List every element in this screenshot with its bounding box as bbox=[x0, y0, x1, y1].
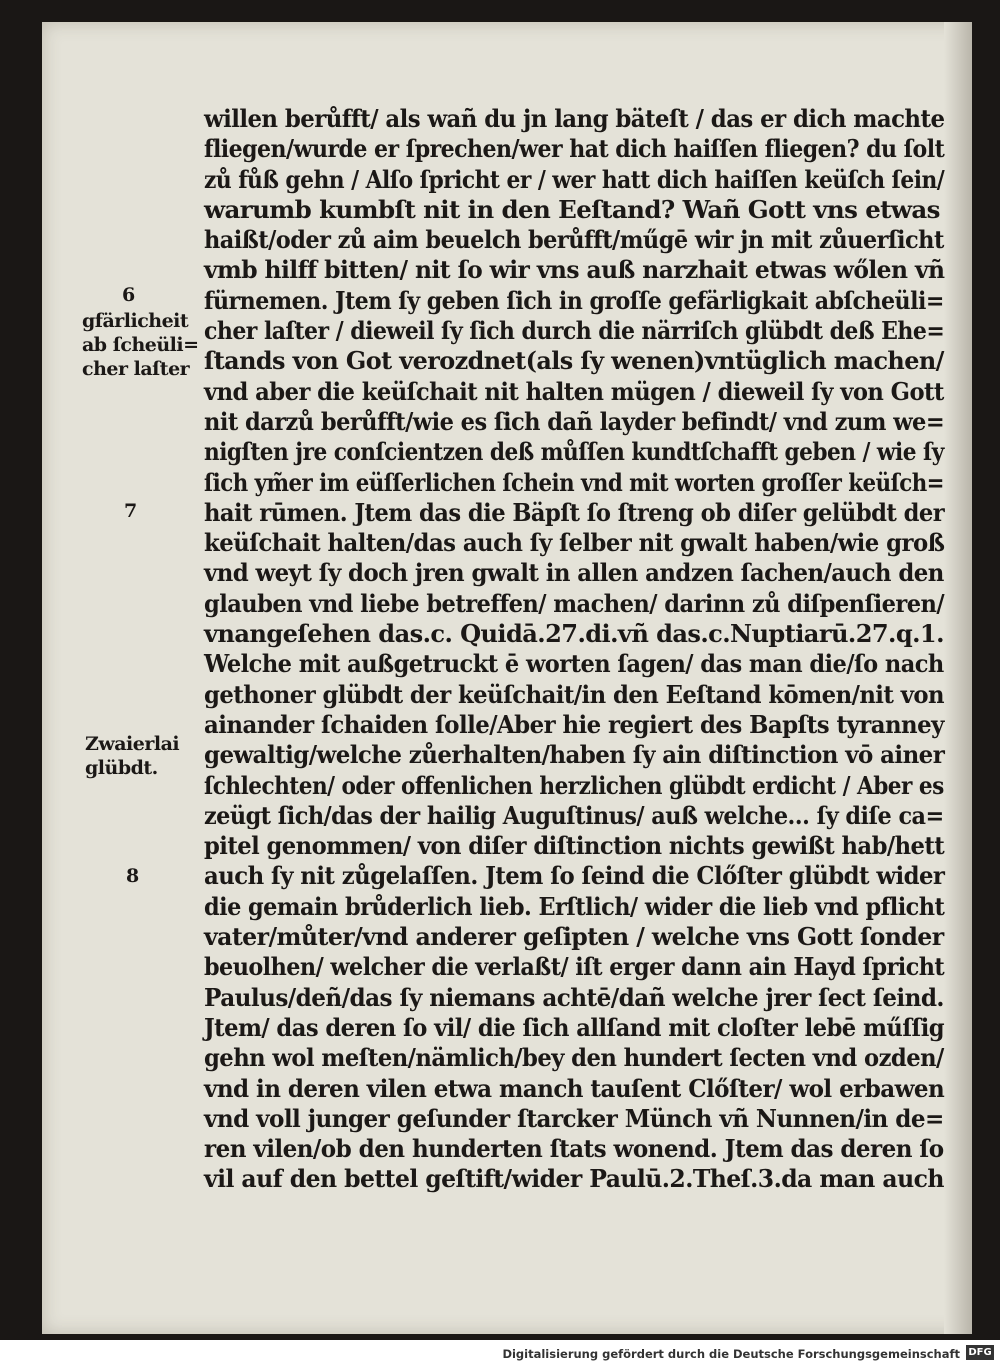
text-line: gewaltig/welche zůerhalten/haben ſy ain diſtinction vō ainer bbox=[204, 740, 945, 770]
text-line: Paulus/deñ/das ſy niemans achtē/dañ welche jrer ſect ſeind. bbox=[204, 982, 944, 1012]
text-line: fürnemen. Jtem ſy geben ſich in groſſe gefärligkait abſcheüli= bbox=[204, 285, 944, 315]
text-line: ren vilen/ob den hunderten ſtats wonend. Jtem das deren ſo bbox=[204, 1134, 944, 1164]
margin-note-dangers bbox=[82, 309, 199, 381]
text-line: Jtem/ das deren ſo vil/ die ſich allſand mit cloſter lebē műſſig bbox=[204, 1012, 945, 1042]
margin-note-line: cher laſter bbox=[82, 358, 190, 380]
text-line: hait rūmen. Jtem das die Bäpſt ſo ſtreng ob diſer gelübdt der bbox=[204, 497, 945, 527]
book-page bbox=[42, 22, 972, 1334]
text-line: vnd in deren vilen etwa manch tauſent Clőſter/ wol erbawen bbox=[204, 1073, 945, 1103]
margin-number-6: 6 bbox=[122, 284, 136, 306]
text-line: fliegen/wurde er ſprechen/wer hat dich haiſſen fliegen? du ſolt bbox=[204, 134, 945, 164]
text-line: vmb hilff bitten/ nit ſo wir vns auß narzhait etwas wőlen vñ bbox=[204, 255, 945, 285]
text-line: beuolhen/ welcher die verlaßt/ iſt erger dann ain Hayd ſpricht bbox=[204, 952, 945, 982]
text-line: nigſten jre conſcientzen deß můſſen kundtſchafft geben / wie ſy bbox=[204, 437, 944, 467]
text-line: gethoner glübdt der keüſchait/in den Eeſtand kōmen/nit von bbox=[204, 679, 944, 709]
text-line: nit darzů berůfft/wie es ſich dañ layder befindt/ vnd zum we= bbox=[204, 406, 945, 436]
margin-note-line: ab ſcheüli= bbox=[82, 334, 199, 356]
margin-note-two-vows bbox=[85, 732, 179, 780]
text-line: haißt/oder zů aim beuelch berůfft/műgē wir jn mit zůuerſicht bbox=[204, 225, 944, 255]
text-line: vater/můter/vnd anderer geſipten / welche vns Gott ſonder bbox=[204, 922, 944, 952]
text-line: ainander ſchaiden ſolle/Aber hie regiert des Bapſts tyranney bbox=[204, 709, 944, 739]
text-line: gehn wol meſten/nämlich/bey den hundert ſecten vnd ozden/ bbox=[204, 1043, 944, 1073]
text-line: cher laſter / dieweil ſy ſich durch die närriſch glübdt deß Ehe= bbox=[204, 316, 945, 346]
footer-bar bbox=[0, 1340, 1000, 1368]
text-line: die gemain brůderlich lieb. Erſtlich/ wider die lieb vnd pflicht bbox=[204, 891, 945, 921]
text-line: pitel genommen/ von diſer diſtinction nichts gewißt hab/hett bbox=[204, 831, 945, 861]
text-line: zeügt ſich/das der hailig Auguſtinus/ auß welche… ſy diſe ca= bbox=[204, 800, 944, 830]
text-line: zů fůß gehn / Alſo ſpricht er / wer hatt dich haiſſen keüſch ſein/ bbox=[204, 164, 945, 194]
page-edge-shadow bbox=[944, 22, 972, 1334]
margin-number-7: 7 bbox=[124, 500, 138, 522]
text-line: vnd aber die keüſchait nit halten mügen / dieweil ſy von Gott bbox=[204, 376, 944, 406]
text-line: warumb kumbſt nit in den Eeſtand? Wañ Gott vns etwas bbox=[204, 194, 940, 224]
text-line: Welche mit außgetruckt ē worten ſagen/ das man die/ſo nach bbox=[204, 649, 944, 679]
text-line: auch ſy nit zůgelaſſen. Jtem ſo ſeind die Clőſter glübdt wider bbox=[204, 861, 945, 891]
text-line: vnd voll junger geſunder ſtarcker Münch vñ Nunnen/in de= bbox=[204, 1103, 944, 1133]
text-line: glauben vnd liebe betreffen/ machen/ darinn zů diſpenſieren/ bbox=[204, 588, 945, 618]
text-line: vil auf den bettel geſtift/wider Paulū.2.Theſ.3.da man auch bbox=[204, 1164, 944, 1194]
text-line: vnangeſehen das.c. Quidā.27.di.vñ das.c.Nuptiarū.27.q.1. bbox=[204, 619, 944, 649]
text-line: keüſchait halten/das auch ſy ſelber nit gwalt haben/wie groß bbox=[204, 528, 945, 558]
dfg-logo: DFG bbox=[966, 1345, 994, 1360]
text-line: willen berůfft/ als wañ du jn lang bäteſt / das er dich machte bbox=[204, 104, 945, 133]
margin-number-8: 8 bbox=[126, 865, 140, 887]
funding-notice: Digitalisierung gefördert durch die Deutsche Forschungsgemeinschaft bbox=[502, 1347, 960, 1361]
margin-note-line: gfärlicheit bbox=[82, 310, 189, 332]
text-line: ſtands von Got verozdnet(als ſy wenen)vntüglich machen/ bbox=[204, 346, 944, 376]
text-line: ſchlechten/ oder offenlichen herzlichen glübdt erdicht / Aber es bbox=[204, 770, 944, 800]
body-text bbox=[204, 104, 944, 1195]
margin-note-line: glübdt. bbox=[85, 757, 158, 779]
margin-note-line: Zwaierlai bbox=[85, 733, 180, 755]
text-line: ſich ym̃er im eüſſerlichen ſchein vnd mit worten groſſer keüſch= bbox=[204, 467, 945, 497]
text-line: vnd weyt ſy doch jren gwalt in allen andzen ſachen/auch den bbox=[204, 558, 944, 588]
